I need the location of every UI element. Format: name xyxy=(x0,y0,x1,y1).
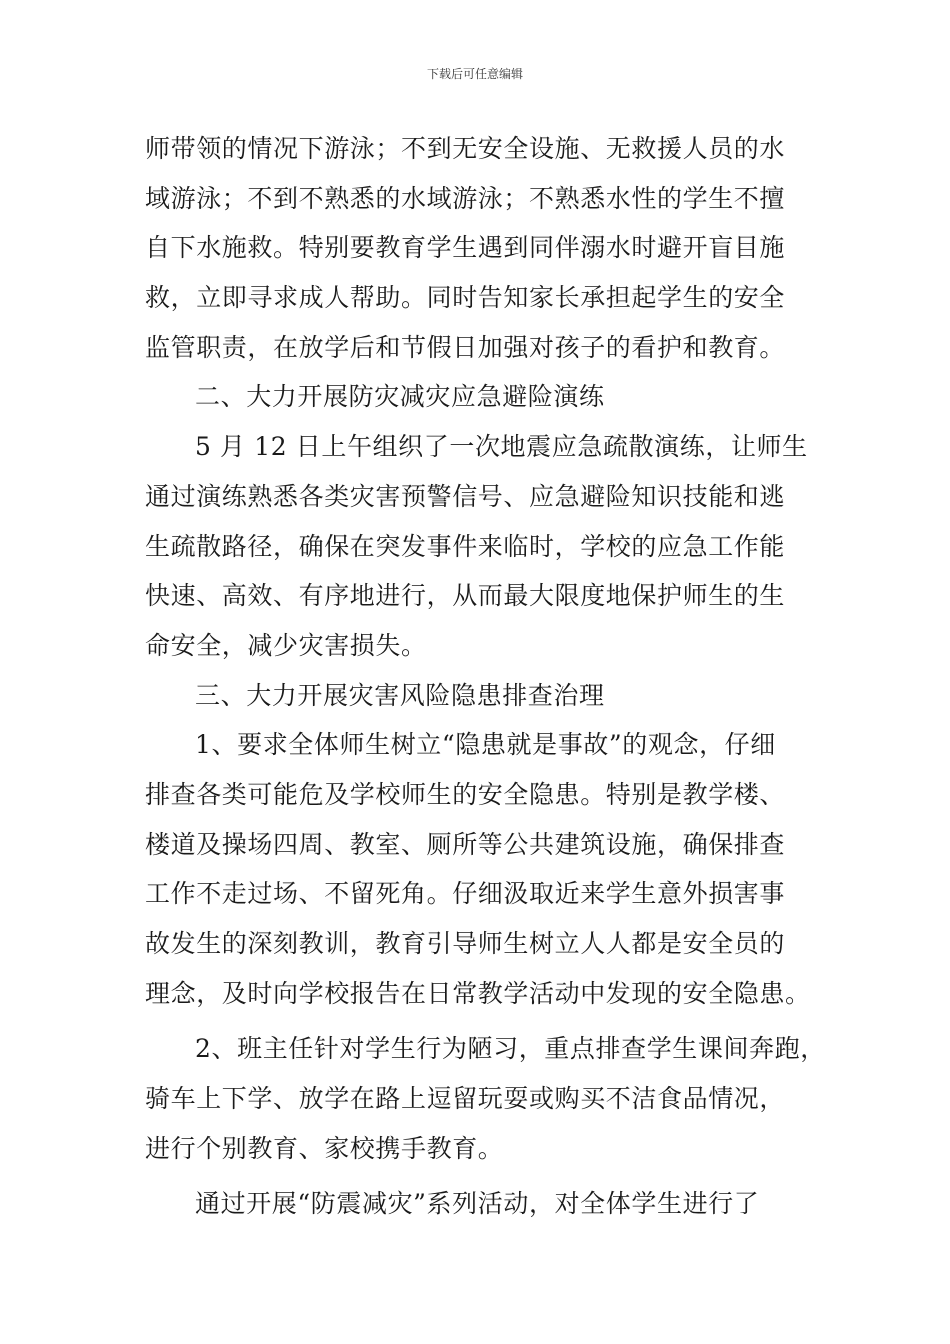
text-line: 快速、高效、有序地进行，从而最大限度地保护师生的生 xyxy=(145,581,786,611)
section-heading: 二、大力开展防灾减灾应急避险演练 xyxy=(195,382,605,412)
paragraph-first-line: 5 月 12 日上午组织了一次地震应急疏散演练，让师生 xyxy=(195,432,808,462)
text-line: 工作不走过场、不留死角。仔细汲取近来学生意外损害事 xyxy=(145,879,786,909)
text-line: 监管职责，在放学后和节假日加强对孩子的看护和教育。 xyxy=(145,332,786,362)
text-line: 楼道及操场四周、教室、厕所等公共建筑设施，确保排查 xyxy=(145,829,786,859)
text-line: 命安全，减少灾害损失。 xyxy=(145,630,427,660)
text-line: 生疏散路径，确保在突发事件来临时，学校的应急工作能 xyxy=(145,531,786,561)
section-heading: 三、大力开展灾害风险隐患排查治理 xyxy=(195,680,605,710)
text-line: 师带领的情况下游泳；不到无安全设施、无救援人员的水 xyxy=(145,134,786,163)
paragraph-first-line: 通过开展“防震减灾”系列活动，对全体学生进行了 xyxy=(195,1189,760,1219)
text-line: 理念，及时向学校报告在日常教学活动中发现的安全隐患。 xyxy=(145,978,811,1008)
text-line: 域游泳；不到不熟悉的水域游泳；不熟悉水性的学生不擅 xyxy=(145,183,786,213)
page-header: 下载后可任意编辑 xyxy=(426,67,523,81)
text-line: 救，立即寻求成人帮助。同时告知家长承担起学生的安全 xyxy=(145,283,786,313)
document-body xyxy=(145,124,826,1229)
text-line: 通过演练熟悉各类灾害预警信号、应急避险知识技能和逃 xyxy=(145,481,786,511)
text-line: 进行个别教育、家校携手教育。 xyxy=(145,1133,504,1163)
text-line: 骑车上下学、放学在路上逗留玩耍或购买不洁食品情况， xyxy=(145,1084,786,1114)
text-line: 故发生的深刻教训，教育引导师生树立人人都是安全员的 xyxy=(145,929,786,958)
paragraph-first-line: 1、要求全体师生树立“隐患就是事故”的观念，仔细 xyxy=(195,730,776,760)
paragraph-first-line: 2、班主任针对学生行为陋习，重点排查学生课间奔跑， xyxy=(195,1034,826,1064)
text-line: 自下水施救。特别要教育学生遇到同伴溺水时避开盲目施 xyxy=(145,233,786,263)
text-line: 排查各类可能危及学校师生的安全隐患。特别是教学楼、 xyxy=(145,779,786,809)
